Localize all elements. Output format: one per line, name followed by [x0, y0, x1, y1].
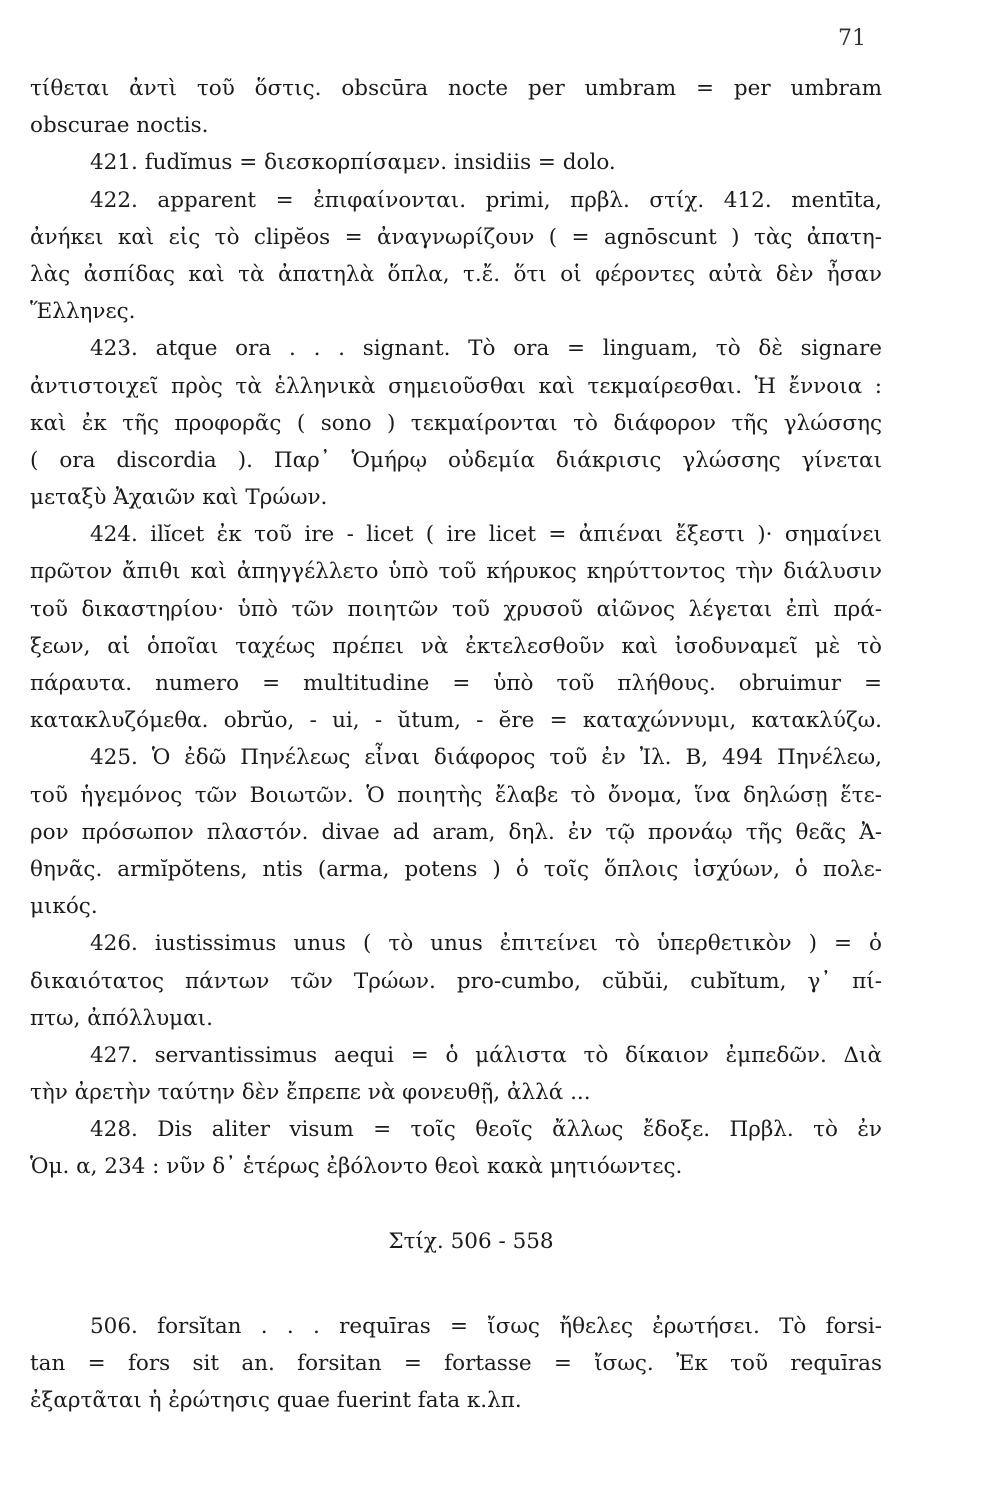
text-line: tan = fors sit an. forsitan = fortasse = ἴσως. Ἐκ τοῦ requīras — [30, 1351, 882, 1376]
text-line: ρον πρόσωπον πλαστόν. divae ad aram, δηλ. ἐν τῷ προνάῳ τῆς θεᾶς Ἀ- — [30, 819, 882, 845]
page-number: 71 — [838, 26, 866, 51]
text-line: 423. atque ora . . . signant. Τὸ ora = linguam, τὸ δὲ signare — [90, 336, 882, 362]
text-line: Ἕλληνες. — [30, 299, 136, 325]
text-line: τίθεται ἀντὶ τοῦ ὅστις. obscūra nocte per umbram = per umbram — [30, 76, 882, 101]
text-line: 428. Dis aliter visum = τοῖς θεοῖς ἄλλως ἔδοξε. Πρβλ. τὸ ἐν — [90, 1117, 882, 1143]
text-line: 422. apparent = ἐπιφαίνονται. primi, πρβλ. στίχ. 412. mentīta, — [90, 187, 882, 213]
text-line: 424. ilĭcet ἐκ τοῦ ire - licet ( ire licet = ἀπιέναι ἔξεστι )· σημαίνει — [90, 522, 882, 548]
text-line: ἐξαρτᾶται ἡ ἐρώτησις quae fuerint fata κ.λπ. — [30, 1388, 522, 1414]
text-line: λὰς ἀσπίδας καὶ τὰ ἀπατηλὰ ὅπλα, τ.ἔ. ὅτι οἱ φέροντες αὐτὰ δὲν ἦσαν — [30, 261, 882, 287]
text-line: ξεων, αἱ ὁποῖαι ταχέως πρέπει νὰ ἐκτελεσθοῦν καὶ ἰσοδυναμεῖ μὲ τὸ — [30, 633, 882, 659]
text-line: πάραυτα. numero = multitudine = ὑπὸ τοῦ πλήθους. obruimur = — [30, 671, 882, 696]
text-line: ἀνήκει καὶ εἰς τὸ clipĕos = ἀναγνωρίζουν ( = agnōscunt ) τὰς ἀπατη- — [30, 224, 882, 250]
text-line: ἀντιστοιχεῖ πρὸς τὰ ἑλληνικὰ σημειοῦσθαι καὶ τεκμαίρεσθαι. Ἡ ἔννοια : — [30, 373, 882, 399]
text-line: obscurae noctis. — [30, 113, 209, 139]
text-line: τὴν ἀρετὴν ταύτην δὲν ἔπρεπε νὰ φονευθῇ, ἀλλά ... — [30, 1080, 591, 1106]
text-line: 421. fudĭmus = διεσκορπίσαμεν. insidiis = dolo. — [90, 150, 616, 176]
section-spacer — [30, 1186, 882, 1223]
section-heading: Στίχ. 506 - 558 — [388, 1228, 554, 1254]
text-line: 506. forsĭtan . . . requīras = ἴσως ἤθελες ἐρωτήσει. Τὸ forsi- — [90, 1313, 882, 1339]
text-line: 427. servantissimus aequi = ὁ μάλιστα τὸ δίκαιον ἐμπεδῶν. Διὰ — [90, 1042, 882, 1068]
text-line: μικός. — [30, 894, 98, 920]
text-line: δικαιότατος πάντων τῶν Τρώων. pro-cumbo, cŭbŭi, cubĭtum, γ᾽ πί- — [30, 968, 882, 994]
text-line: 426. iustissimus unus ( τὸ unus ἐπιτείνει τὸ ὑπερθετικὸν ) = ὁ — [90, 931, 882, 957]
text-line: θηνᾶς. armĭpŏtens, ntis (arma, potens ) ὁ τοῖς ὅπλοις ἰσχύων, ὁ πολε- — [30, 856, 882, 882]
text-line: τοῦ ἡγεμόνος τῶν Βοιωτῶν. Ὁ ποιητὴς ἔλαβε τὸ ὄνομα, ἵνα δηλώσῃ ἕτε- — [30, 782, 882, 808]
text-line: μεταξὺ Ἀχαιῶν καὶ Τρώων. — [30, 485, 328, 511]
section-spacer — [30, 1260, 882, 1308]
text-line: πτω, ἀπόλλυμαι. — [30, 1005, 213, 1031]
text-line: πρῶτον ἄπιθι καὶ ἀπηγγέλλετο ὑπὸ τοῦ κήρυκος κηρύττοντος τὴν διάλυσιν — [30, 559, 882, 585]
text-line: 425. Ὁ ἐδῶ Πηνέλεως εἶναι διάφορος τοῦ ἐν Ἰλ. Β, 494 Πηνέλεω, — [90, 745, 882, 771]
text-line: Ὁμ. α, 234 : νῦν δ᾽ ἑτέρως ἐβόλοντο θεοὶ κακὰ μητιόωντες. — [30, 1154, 683, 1180]
text-line: ( ora discordia ). Παρ᾽ Ὁμήρῳ οὐδεμία διάκρισις γλώσσης γίνεται — [30, 447, 882, 473]
text-line: καὶ ἐκ τῆς προφορᾶς ( sono ) τεκμαίρονται τὸ διάφορον τῆς γλώσσης — [30, 410, 882, 436]
text-line: τοῦ δικαστηρίου· ὑπὸ τῶν ποιητῶν τοῦ χρυσοῦ αἰῶνος λέγεται ἐπὶ πρά- — [30, 596, 882, 622]
commentary-text — [30, 70, 882, 1419]
text-line: κατακλυζόμεθα. obrŭo, - ui, - ŭtum, - ĕre = καταχώννυμι, κατακλύζω. — [30, 708, 882, 734]
